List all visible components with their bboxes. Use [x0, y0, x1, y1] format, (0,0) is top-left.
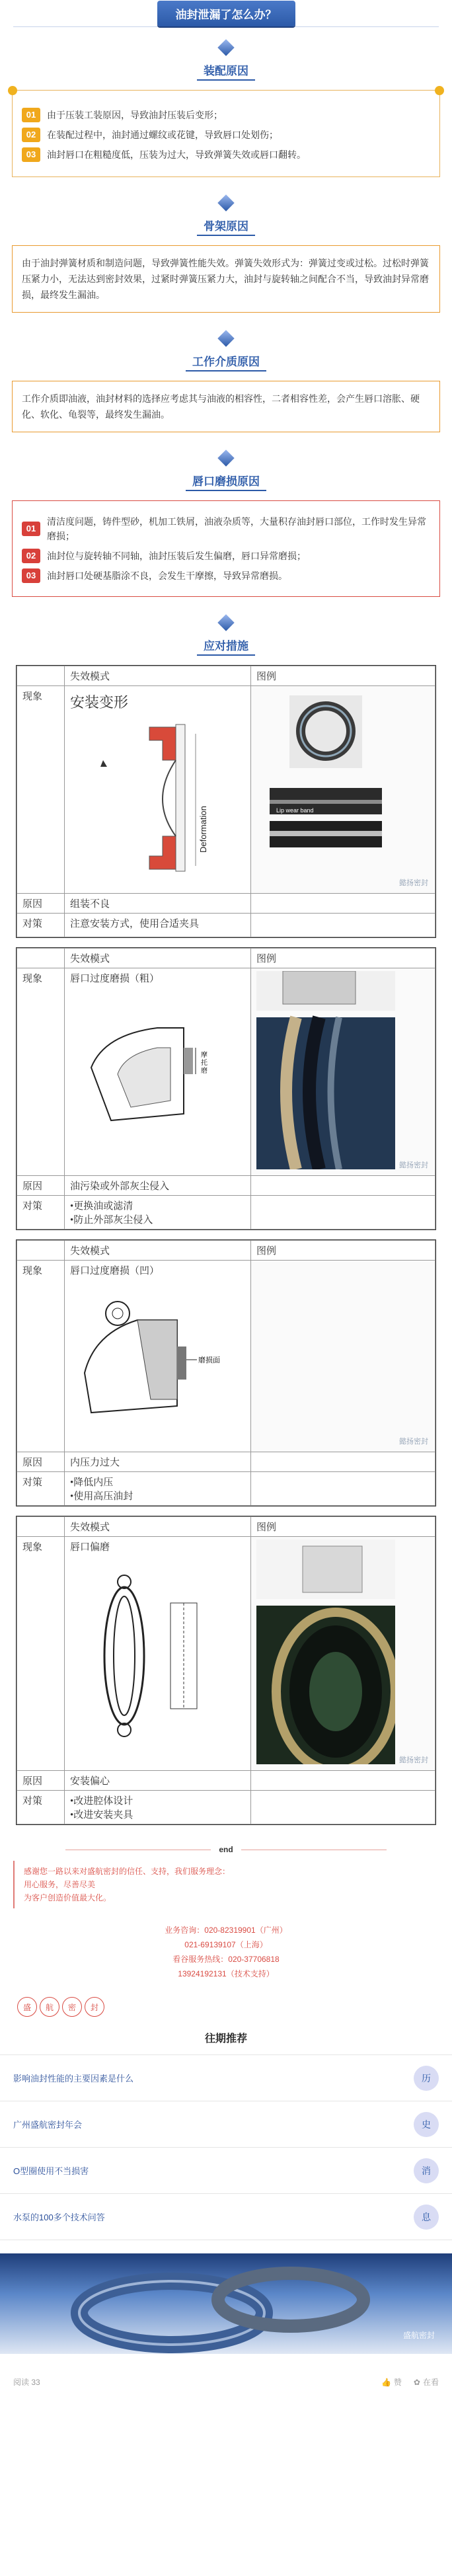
- section-title: 工作介质原因: [186, 352, 266, 371]
- list-item: [22, 549, 430, 563]
- row-label: 原因: [17, 1176, 65, 1196]
- section-title: 应对措施: [197, 637, 255, 656]
- phenomenon-text: 唇口过度磨损（凹）: [70, 1266, 160, 1276]
- row-label: 原因: [17, 1452, 65, 1472]
- diagram-label: 托: [201, 1060, 207, 1067]
- row-label: 原因: [17, 1771, 65, 1791]
- cause-text: 组装不良: [65, 894, 251, 914]
- contact-block: [0, 1923, 452, 1981]
- list-item-text: 油封唇口处硬基脂涂不良，会发生干摩擦，导致异常磨损。: [47, 570, 287, 581]
- list-item: [22, 108, 430, 122]
- diagram-label: 磨损面: [198, 1356, 220, 1364]
- diamond-icon: [215, 36, 237, 59]
- skeleton-text: 由于油封弹簧材质和制造问题，导致弹簧性能失效。弹簧失效形式为：弹簧过变或过松。过松时弹簧压紧力小，无法达到密封效果，过紧时弹簧压紧力大，油封与旋转轴之间配合不当，导致油封异常磨损，最终发生漏油。: [22, 258, 429, 300]
- phenomenon-cell: [65, 686, 251, 894]
- section-header-lip: [0, 447, 452, 491]
- deformation-diagram: [77, 721, 248, 879]
- diamond-icon: [215, 611, 237, 634]
- number-badge: 01: [22, 522, 40, 536]
- fix-text: •更换油或滤清: [70, 1201, 133, 1212]
- contact-line: 021-69139107（上海）: [184, 1940, 268, 1949]
- table-header: 失效模式: [65, 666, 251, 686]
- photo-cell: [251, 1537, 435, 1771]
- table-header: 图例: [251, 666, 435, 686]
- section-title: 装配原因: [197, 61, 255, 81]
- like-button[interactable]: [381, 2376, 402, 2388]
- phenomenon-text: 唇口偏磨: [70, 1542, 110, 1553]
- row-label: 现象: [17, 968, 65, 1176]
- misalign-diagram: [78, 1563, 243, 1748]
- contact-line: 13924192131（技术支持）: [178, 1969, 274, 1978]
- footer-logo: 盛航密封: [402, 2331, 435, 2340]
- table-cell: [17, 949, 65, 968]
- brand-tag: 航: [40, 1997, 59, 2017]
- watermark: 懿扬密封: [399, 1756, 428, 1764]
- past-item-link[interactable]: 影响油封性能的主要因素是什么: [13, 2074, 134, 2084]
- divider: [13, 26, 439, 27]
- header-banner: [0, 0, 452, 26]
- seal-photo: [256, 689, 395, 887]
- case-card-1: [16, 665, 436, 938]
- watermark: 懿扬密封: [399, 1438, 428, 1446]
- table-cell: [251, 1472, 435, 1506]
- past-item[interactable]: [0, 2055, 452, 2101]
- past-item[interactable]: [0, 2194, 452, 2240]
- past-item-badge: 历: [414, 2066, 439, 2091]
- row-label: 对策: [17, 914, 65, 937]
- dot-icon: [435, 86, 444, 95]
- cause-text: 安装偏心: [65, 1771, 251, 1791]
- table-cell: [251, 914, 435, 937]
- medium-box: [12, 381, 440, 432]
- fix-text: •降低内压: [70, 1477, 114, 1488]
- contact-line: 看谷服务热线：020-37706818: [172, 1955, 280, 1964]
- section-header-medium: [0, 327, 452, 371]
- past-item-badge: 息: [414, 2205, 439, 2230]
- row-label: 原因: [17, 894, 65, 914]
- list-item-text: 油封唇口在粗糙度低，压装为过大，导致弹簧失效或唇口翻转。: [47, 149, 306, 160]
- thanks-line: 为客户创造价值最大化。: [24, 1893, 112, 1902]
- list-item-text: 清洁度问题，铸件型砂，机加工铁屑，油液杂质等，大量积存油封唇口部位，工作时发生异常磨损；: [47, 516, 426, 541]
- list-item: [22, 147, 430, 162]
- case-card-2: [16, 947, 436, 1230]
- table-cell: [251, 1771, 435, 1791]
- past-list: [0, 2054, 452, 2240]
- wear-diagram: [85, 1008, 243, 1134]
- photo-cell: [251, 968, 435, 1176]
- cause-text: 油污染或外部灰尘侵入: [65, 1176, 251, 1196]
- past-item-link[interactable]: 广州盛航密封年会: [13, 2120, 83, 2130]
- table-header: 图例: [251, 1241, 435, 1261]
- thanks-line: 用心服务，尽善尽美: [24, 1880, 96, 1889]
- row-label: 现象: [17, 686, 65, 894]
- fix-cell: [65, 1791, 251, 1824]
- list-item-text: 在装配过程中，油封通过螺纹或花键，导致唇口处划伤；: [47, 130, 278, 140]
- past-item[interactable]: [0, 2148, 452, 2194]
- list-item: [22, 128, 430, 142]
- phenomenon-cell: [65, 1537, 251, 1771]
- phenomenon-text: 唇口过度磨损（粗）: [70, 974, 160, 984]
- phenomenon-text: 安装变形: [70, 694, 129, 711]
- row-label: 现象: [17, 1537, 65, 1771]
- diagram-label: 磨: [201, 1068, 207, 1075]
- fix-text: •使用高压油封: [70, 1491, 133, 1502]
- table-header: 失效模式: [65, 1517, 251, 1537]
- skeleton-box: [12, 245, 440, 313]
- actions: [381, 2376, 439, 2388]
- diamond-icon: [215, 447, 237, 469]
- list-item-text: 由于压装工装原因，导致油封压装后变形；: [47, 110, 223, 120]
- case-card-3: [16, 1239, 436, 1506]
- table-header: 图例: [251, 949, 435, 968]
- fix-text: •防止外部灰尘侵入: [70, 1215, 153, 1226]
- fix-text: 注意安装方式，使用合适夹具: [65, 914, 251, 937]
- wow-button[interactable]: [414, 2376, 439, 2388]
- past-item[interactable]: [0, 2101, 452, 2148]
- wear-diagram: [78, 1294, 243, 1426]
- lip-box: [12, 500, 440, 597]
- table-cell: [17, 1517, 65, 1537]
- seal-product-image: [0, 2253, 452, 2354]
- row-label: 对策: [17, 1791, 65, 1824]
- fix-text: •改进腔体设计: [70, 1796, 133, 1807]
- brand-tag: 封: [85, 1997, 104, 2017]
- row-label: 对策: [17, 1472, 65, 1506]
- section-title: 骨架原因: [197, 217, 255, 236]
- thumb-icon: 👍: [381, 2377, 391, 2387]
- photo-label: Lip wear band: [276, 807, 314, 814]
- contact-line: 业务咨询：020-82319901（广州）: [165, 1926, 287, 1935]
- table-header: 失效模式: [65, 1241, 251, 1261]
- table-header: 图例: [251, 1517, 435, 1537]
- page-title: 油封泄漏了怎么办？: [157, 1, 295, 26]
- footer-banner: [0, 2253, 452, 2354]
- table-cell: [251, 1176, 435, 1196]
- table-cell: [251, 1791, 435, 1824]
- number-badge: 03: [22, 147, 40, 162]
- seal-photo: [256, 971, 395, 1169]
- number-badge: 02: [22, 128, 40, 142]
- case-card-4: [16, 1516, 436, 1825]
- fix-cell: [65, 1472, 251, 1506]
- number-badge: 02: [22, 549, 40, 563]
- diagram-label: Deformation: [198, 806, 208, 853]
- table-cell: [17, 666, 65, 686]
- photo-cell: [251, 1261, 435, 1452]
- fix-cell: [65, 1196, 251, 1229]
- table-cell: [251, 1196, 435, 1229]
- read-row: [0, 2376, 452, 2388]
- assembly-box: [12, 90, 440, 177]
- phenomenon-cell: [65, 968, 251, 1176]
- watermark: 懿扬密封: [399, 879, 428, 887]
- brand-tags: [17, 1997, 452, 2017]
- thanks-box: [13, 1861, 439, 1908]
- diamond-icon: [215, 192, 237, 214]
- brand-tag: 盛: [17, 1997, 37, 2017]
- diagram-label: 摩: [201, 1052, 207, 1059]
- diamond-icon: [215, 327, 237, 350]
- section-header-assembly: [0, 36, 452, 81]
- number-badge: 03: [22, 568, 40, 583]
- thanks-line: 感谢您一路以来对盛航密封的信任、支持，我们服务理念：: [24, 1867, 231, 1876]
- end-label: end: [219, 1845, 233, 1854]
- section-header-skeleton: [0, 192, 452, 236]
- row-label: 现象: [17, 1261, 65, 1452]
- dot-icon: [8, 86, 17, 95]
- medium-text: 工作介质即油液，油封材料的选择应考虑其与油液的相容性，二者相容性差，会产生唇口溶胀、硬化、软化、龟裂等，最终发生漏油。: [22, 393, 420, 420]
- cause-text: 内压力过大: [65, 1452, 251, 1472]
- list-item: [22, 514, 430, 543]
- row-label: 对策: [17, 1196, 65, 1229]
- past-item-badge: 史: [414, 2112, 439, 2137]
- past-item-badge: 消: [414, 2158, 439, 2183]
- table-cell: [17, 1241, 65, 1261]
- table-cell: [251, 894, 435, 914]
- fix-text: •改进安装夹具: [70, 1810, 133, 1820]
- section-header-measures: [0, 611, 452, 656]
- list-item-text: 油封位与旋转轴不同轴，油封压装后发生偏磨，唇口异常磨损；: [47, 551, 306, 561]
- section-title: 唇口磨损原因: [186, 472, 266, 491]
- watermark: 懿扬密封: [399, 1161, 428, 1169]
- eye-icon: ✿: [413, 2377, 420, 2387]
- end-divider: [0, 1845, 452, 1854]
- phenomenon-cell: [65, 1261, 251, 1452]
- table-header: 失效模式: [65, 949, 251, 968]
- seal-photo: [256, 1540, 395, 1764]
- number-badge: 01: [22, 108, 40, 122]
- past-item-link[interactable]: 水泵的100多个技术问答: [13, 2212, 105, 2222]
- list-item: [22, 568, 430, 583]
- past-item-link[interactable]: O型圈使用不当损害: [13, 2166, 89, 2176]
- photo-cell: [251, 686, 435, 894]
- like-label: 赞: [393, 2378, 402, 2387]
- table-cell: [251, 1452, 435, 1472]
- past-title: 往期推荐: [204, 2033, 247, 2045]
- read-count: 阅读 33: [13, 2378, 40, 2387]
- wow-label: 在看: [422, 2378, 439, 2387]
- brand-tag: 密: [62, 1997, 82, 2017]
